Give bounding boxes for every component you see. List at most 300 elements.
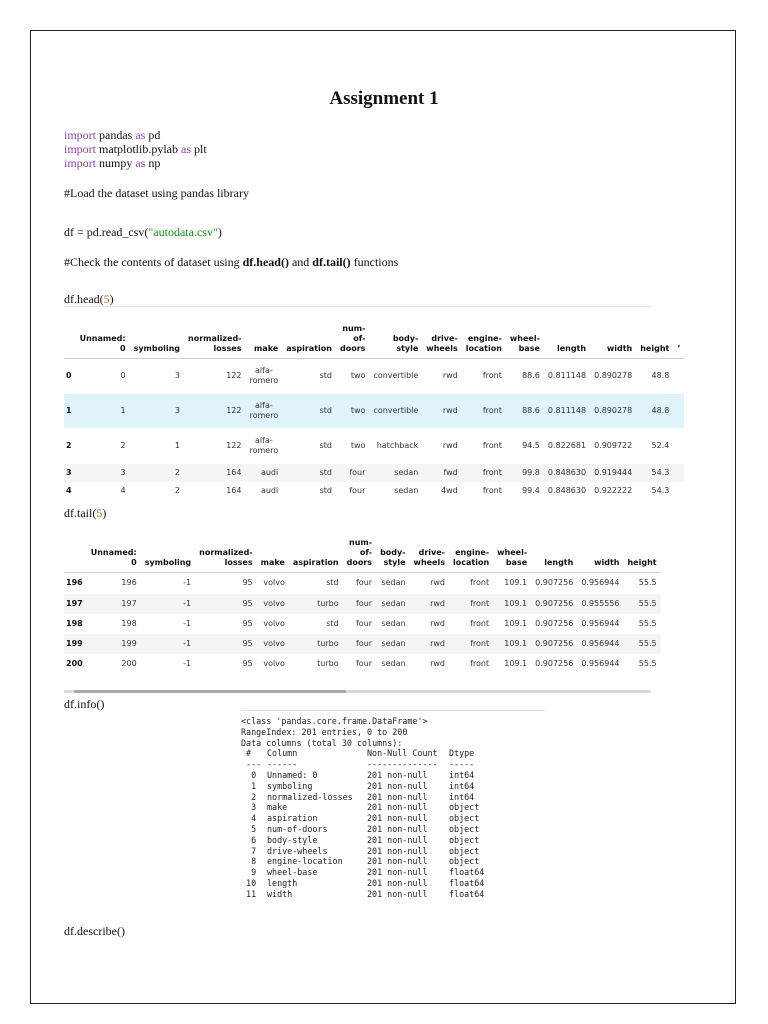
table-cell: rwd (430, 578, 445, 588)
table-cell: -1 (141, 594, 195, 614)
table-cell: volvo (263, 578, 285, 588)
table-row (64, 654, 661, 674)
read-csv-line (64, 225, 222, 239)
info-cell: 3 (241, 802, 257, 813)
info-call-line: df.info() (64, 697, 105, 711)
info-cell: object (449, 834, 480, 845)
column-header: engine- location (449, 528, 493, 572)
table-cell: 1 (76, 394, 130, 428)
info-column-row (241, 889, 484, 900)
info-range-line: RangeIndex: 201 entries, 0 to 200 (241, 726, 408, 737)
column-header: num- of- doors (343, 528, 376, 572)
row-index: 2 (66, 441, 72, 450)
row-index: 196 (66, 578, 83, 588)
info-cell: Non-Null Count (367, 748, 438, 759)
table-cell: sedan (381, 619, 406, 628)
table-cell: sedan (394, 486, 419, 495)
info-cell: object (449, 823, 480, 834)
table-cell: audi (246, 464, 283, 482)
table-cell: volvo (257, 594, 289, 614)
table-cell: 3 (130, 394, 184, 428)
table-cell: 2 (130, 464, 184, 482)
info-cell: # (241, 748, 252, 759)
tail-call-prefix: df.tail( (64, 506, 97, 520)
table-cell: 0 (120, 371, 126, 381)
info-cell: --- (241, 759, 262, 770)
table-cell: -1 (141, 634, 195, 654)
table-row (64, 572, 661, 594)
info-cell: object (449, 845, 480, 856)
table-cell: convertible (369, 394, 422, 428)
table-cell: rwd (430, 659, 445, 668)
info-cell: drive-wheels (267, 845, 328, 856)
row-index: 198 (66, 619, 83, 628)
table-cell: 164 (226, 486, 242, 495)
table-cell: 0.848630 (547, 486, 587, 495)
as-keyword: as (135, 128, 146, 142)
info-column-row (241, 813, 484, 824)
table-cell: convertible (373, 371, 419, 381)
table-cell: 4wd (441, 486, 458, 495)
table-cell: 3 (174, 371, 181, 381)
info-cell: 201 non-null (367, 823, 428, 834)
read-csv-filename: "autodata.csv" (148, 225, 218, 239)
column-header: symboling (141, 528, 195, 572)
info-cell: 201 non-null (367, 888, 428, 899)
table-cell: 0.907256 (535, 659, 574, 668)
column-header: length (531, 528, 577, 572)
table-cell: 55.5 (623, 634, 660, 654)
table-cell: 0.848630 (544, 464, 590, 482)
table-cell: two (350, 371, 366, 381)
comment-check-head: df.head() (242, 255, 289, 269)
table-cell: turbo (289, 594, 343, 614)
table-cell: rwd (410, 594, 449, 614)
row-index: 200 (66, 659, 83, 668)
table-cell: 0.907256 (535, 619, 574, 628)
table-cell: 109.1 (504, 619, 528, 628)
head-table-top-rule (64, 306, 651, 307)
table-cell: sedan (376, 634, 409, 654)
import-keyword: import (64, 156, 96, 170)
info-cell: make (267, 802, 288, 813)
info-cell: 201 non-null (367, 856, 428, 867)
table-cell: front (462, 394, 506, 428)
table-cell: 109.1 (493, 594, 531, 614)
row-index: 1 (64, 394, 76, 428)
table-cell: 196 (121, 578, 137, 588)
column-header: height (623, 528, 660, 572)
info-cell: 2 (241, 791, 257, 802)
info-cell: object (449, 802, 480, 813)
table-row (64, 594, 661, 614)
info-cell: 11 (241, 888, 257, 899)
comment-check-prefix: #Check the contents of dataset using (64, 255, 243, 269)
tail-table-container (64, 522, 657, 688)
table-cell: std (326, 619, 339, 628)
table-cell: front (482, 441, 502, 450)
table-cell: 164 (184, 464, 245, 482)
table-cell: 95 (242, 659, 253, 668)
table-cell: rwd (430, 619, 445, 628)
column-header (64, 528, 87, 572)
module-alias: np (145, 156, 161, 170)
table-cell: front (449, 634, 493, 654)
table-cell: 0.956944 (581, 659, 620, 668)
info-cell: 201 non-null (367, 780, 428, 791)
info-header-row (241, 748, 484, 759)
module-alias: plt (191, 142, 207, 156)
info-cell: 4 (241, 813, 257, 824)
table-cell (673, 482, 684, 500)
table-cell: 88.6 (506, 394, 544, 428)
table-cell: volvo (257, 634, 289, 654)
import-line-pandas (64, 128, 160, 142)
describe-call-line: df.describe() (64, 924, 125, 938)
table-cell: 54.3 (651, 486, 670, 495)
module-name: matplotlib.pylab (96, 142, 181, 156)
table-row (64, 482, 684, 500)
table-cell (673, 358, 684, 394)
info-cell: normalized-losses (267, 791, 353, 802)
info-cell: 201 non-null (367, 769, 428, 780)
table-cell: four (355, 578, 373, 588)
table-cell: std (326, 578, 339, 588)
table-cell: 197 (87, 594, 141, 614)
table-cell: 0.907256 (531, 634, 577, 654)
info-cell: 9 (241, 867, 257, 878)
row-index: 0 (66, 371, 72, 381)
table-cell: four (349, 486, 366, 495)
row-index: 199 (64, 634, 87, 654)
table-cell: two (336, 394, 369, 428)
table-cell: turbo (317, 659, 339, 668)
info-column-row (241, 802, 484, 813)
info-cell: Unnamed: 0 (267, 769, 318, 780)
table-cell: 48.8 (651, 371, 670, 381)
table-cell: alfa- romero (249, 436, 279, 455)
table-cell: four (355, 619, 373, 628)
table-cell: volvo (263, 619, 285, 628)
table-cell: 88.6 (522, 371, 540, 381)
info-cell: engine-location (267, 856, 343, 867)
row-index: 197 (64, 594, 87, 614)
table-row (64, 394, 684, 428)
column-header: normalized- losses (195, 528, 256, 572)
table-cell: front (462, 464, 506, 482)
table-header-row (64, 528, 661, 572)
table-cell: front (482, 371, 502, 381)
comment-load-dataset: #Load the dataset using pandas library (64, 186, 249, 200)
column-header: symboling (130, 316, 184, 358)
table-cell: 0.956944 (577, 634, 623, 654)
info-cell: int64 (449, 769, 475, 780)
info-cell: 201 non-null (367, 845, 428, 856)
tail-call-arg: 5 (96, 506, 103, 520)
table-cell: 0.890278 (590, 394, 636, 428)
column-header: wheel- base (493, 528, 531, 572)
table-cell (673, 394, 684, 428)
import-line-numpy (64, 156, 160, 170)
column-header: length (544, 316, 590, 358)
info-cell: float64 (449, 877, 485, 888)
table-row (64, 634, 661, 654)
comment-check-suffix: functions (350, 255, 399, 269)
table-cell: rwd (410, 634, 449, 654)
table-cell: 95 (242, 578, 253, 588)
module-alias: pd (145, 128, 161, 142)
table-cell: 0.955556 (577, 594, 623, 614)
info-cell: object (449, 856, 480, 867)
table-cell: turbo (289, 634, 343, 654)
comment-check-contents (64, 255, 398, 269)
info-column-row (241, 878, 484, 889)
column-header: aspiration (289, 528, 343, 572)
column-header (64, 316, 76, 358)
info-cell: 201 non-null (367, 867, 428, 878)
table-cell: front (470, 659, 490, 668)
info-underline-row (241, 759, 484, 770)
table-cell: 95 (242, 619, 253, 628)
row-index: 4 (66, 486, 72, 495)
table-cell (673, 428, 684, 464)
table-cell: 99.4 (522, 486, 540, 495)
info-cell: 5 (241, 823, 257, 834)
column-header: normalized- losses (184, 316, 245, 358)
import-keyword: import (64, 142, 96, 156)
table-row (64, 428, 684, 464)
info-data-columns-line: Data columns (total 30 columns): (241, 737, 403, 748)
info-column-row (241, 781, 484, 792)
info-column-row (241, 867, 484, 878)
as-keyword: as (135, 156, 146, 170)
info-cell: float64 (449, 867, 485, 878)
tail-call-suffix: ) (102, 506, 107, 520)
read-csv-suffix: ) (217, 225, 222, 239)
info-cell: ----- (449, 759, 475, 770)
head-call-line (64, 292, 114, 306)
table-cell: four (336, 464, 369, 482)
table-cell: 95 (195, 634, 256, 654)
column-header: drive- wheels (410, 528, 449, 572)
info-class-line: <class 'pandas.core.frame.DataFrame'> (241, 716, 428, 726)
table-cell: 0.822681 (547, 441, 587, 450)
info-cell: width (267, 888, 293, 899)
as-keyword: as (181, 142, 191, 156)
column-header: width (577, 528, 623, 572)
table-cell: four (355, 659, 373, 668)
info-cell: 201 non-null (367, 834, 428, 845)
column-header: make (246, 316, 283, 358)
info-column-row (241, 792, 484, 803)
table-cell: 55.5 (623, 594, 660, 614)
row-index: 3 (64, 464, 76, 482)
table-header-row (64, 316, 684, 358)
head-call-suffix: ) (109, 292, 114, 306)
info-cell: ------ (267, 759, 298, 770)
column-header: body- style (369, 316, 422, 358)
table-cell: rwd (422, 394, 461, 428)
table-cell: -1 (183, 578, 192, 588)
table-cell: volvo (263, 659, 285, 668)
head-table-container (64, 306, 681, 502)
head-table (64, 316, 684, 500)
table-cell: two (350, 441, 366, 450)
column-header: make (257, 528, 289, 572)
info-cell: 0 (241, 769, 257, 780)
table-cell: sedan (381, 578, 406, 588)
info-column-row (241, 856, 484, 867)
table-cell: 55.5 (638, 619, 657, 628)
column-header: num- of- doors (336, 316, 369, 358)
table-cell: 0.811148 (547, 371, 587, 381)
table-cell: 1 (174, 441, 181, 450)
column-header: drive- wheels (422, 316, 461, 358)
table-cell: 0.890278 (594, 371, 633, 381)
table-cell: 200 (121, 659, 137, 668)
table-cell: 0.907256 (531, 594, 577, 614)
table-cell: 48.8 (636, 394, 673, 428)
table-cell: -1 (183, 619, 192, 628)
module-name: pandas (96, 128, 136, 142)
table-cell: alfa- romero (249, 366, 279, 386)
info-cell: -------------- (367, 759, 438, 770)
column-header: engine- location (462, 316, 506, 358)
table-cell: std (282, 394, 336, 428)
table-cell: 0.956944 (581, 578, 620, 588)
info-cell: wheel-base (267, 867, 318, 878)
table-cell: 0.956944 (581, 619, 620, 628)
table-cell: 0.922222 (594, 486, 633, 495)
table-cell: 109.1 (504, 578, 528, 588)
table-cell: front (449, 594, 493, 614)
table-row (64, 464, 684, 482)
info-cell: 201 non-null (367, 813, 428, 824)
info-cell: int64 (449, 791, 475, 802)
table-cell: alfa- romero (246, 394, 283, 428)
table-cell: 109.1 (493, 634, 531, 654)
table-cell: std (319, 371, 332, 381)
table-cell: rwd (442, 441, 458, 450)
column-header: aspiration (282, 316, 336, 358)
table-cell: front (482, 486, 502, 495)
info-cell: 201 non-null (367, 802, 428, 813)
info-cell: 7 (241, 845, 257, 856)
tail-table (64, 528, 661, 674)
read-csv-prefix: df = pd.read_csv( (64, 225, 149, 239)
info-cell: length (267, 877, 298, 888)
table-cell: 0.919444 (590, 464, 636, 482)
table-row (64, 358, 684, 394)
table-cell: 122 (184, 394, 245, 428)
info-cell: 10 (241, 877, 257, 888)
table-cell: 55.5 (638, 659, 657, 668)
table-cell: 122 (226, 441, 242, 450)
table-cell: 0.909722 (594, 441, 633, 450)
table-cell: rwd (442, 371, 458, 381)
table-cell: 199 (87, 634, 141, 654)
table-cell: sedan (376, 594, 409, 614)
import-keyword: import (64, 128, 96, 142)
info-cell: 1 (241, 780, 257, 791)
table-cell: 109.1 (504, 659, 528, 668)
head-call-prefix: df.head( (64, 292, 104, 306)
info-column-row (241, 835, 484, 846)
info-cell: aspiration (267, 813, 318, 824)
table-cell: front (470, 619, 490, 628)
info-cell: symboling (267, 780, 313, 791)
table-cell: 55.5 (638, 578, 657, 588)
table-cell: std (319, 441, 332, 450)
table-cell: 3 (76, 464, 130, 482)
head-call-arg: 5 (103, 292, 110, 306)
info-column-row (241, 770, 484, 781)
info-column-row (241, 846, 484, 857)
table-cell (673, 464, 684, 482)
info-cell: 8 (241, 856, 257, 867)
scrollbar-thumb[interactable] (74, 690, 346, 693)
table-cell: 99.8 (506, 464, 544, 482)
table-cell: std (282, 464, 336, 482)
table-cell: four (343, 594, 376, 614)
table-cell: front (470, 578, 490, 588)
info-cell: float64 (449, 888, 485, 899)
table-cell: 95 (195, 594, 256, 614)
table-row (64, 614, 661, 634)
info-cell: Dtype (449, 748, 475, 759)
info-cell: object (449, 813, 480, 824)
column-header: body- style (376, 528, 409, 572)
table-cell: sedan (381, 659, 406, 668)
table-cell: 198 (121, 619, 137, 628)
info-cell: 201 non-null (367, 791, 428, 802)
comment-check-and: and (288, 255, 313, 269)
table-cell: sedan (369, 464, 422, 482)
column-header: wheel- base (506, 316, 544, 358)
import-line-matplotlib (64, 142, 207, 156)
table-cell: 0.811148 (544, 394, 590, 428)
table-cell: four (343, 634, 376, 654)
column-header: width (590, 316, 636, 358)
table-cell: audi (260, 486, 279, 495)
column-header: height (636, 316, 673, 358)
table-cell: 0.907256 (535, 578, 574, 588)
table-cell: -1 (183, 659, 192, 668)
table-cell: 122 (226, 371, 242, 381)
table-cell: 94.5 (522, 441, 540, 450)
page-title: Assignment 1 (329, 88, 439, 109)
table-cell: std (319, 486, 332, 495)
module-name: numpy (96, 156, 136, 170)
table-cell: 2 (174, 486, 181, 495)
table-cell: 2 (120, 441, 126, 450)
info-output-rule (241, 710, 545, 711)
table-cell: 52.4 (651, 441, 670, 450)
column-header: ’ (673, 316, 684, 358)
column-header: Unnamed: 0 (87, 528, 141, 572)
info-cell: num-of-doors (267, 823, 328, 834)
info-cell: Column (267, 748, 298, 759)
tail-call-line (64, 506, 106, 520)
table-cell: fwd (422, 464, 461, 482)
horizontal-scrollbar[interactable] (64, 690, 651, 693)
table-cell: 4 (120, 486, 126, 495)
table-cell: hatchback (376, 441, 419, 450)
info-cell: 201 non-null (367, 877, 428, 888)
info-column-row (241, 824, 484, 835)
info-cell: 6 (241, 834, 257, 845)
table-cell: 54.3 (636, 464, 673, 482)
